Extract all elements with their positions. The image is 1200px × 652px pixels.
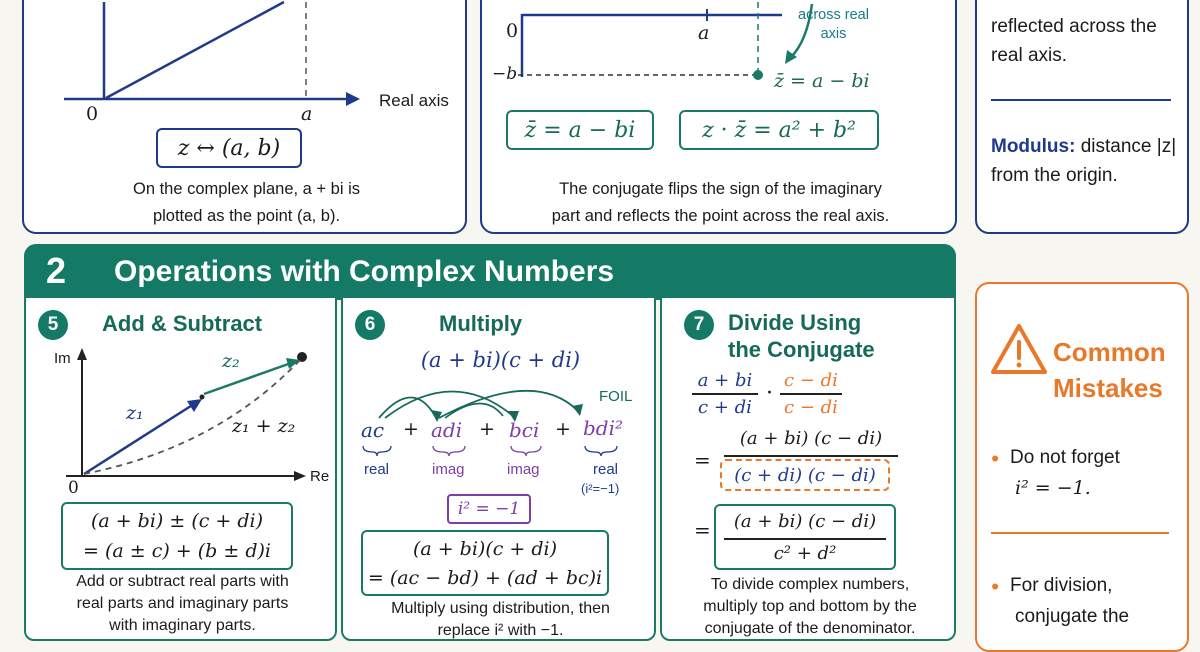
- add-title: Add & Subtract: [102, 311, 263, 336]
- mistakes-divider: [991, 532, 1169, 534]
- badge-7: 7: [684, 310, 714, 340]
- fraction-a-plus-bi: a + bi c + di: [692, 370, 758, 418]
- divide-caption: To divide complex numbers, multiply top and bottom by the conjugate of the denominator.: [703, 576, 917, 637]
- divide-card: [660, 296, 956, 641]
- conj-formula-box: [506, 110, 654, 150]
- mistake-item-1: ● Do not forget i² = −1.: [991, 447, 1120, 500]
- multiply-card: [341, 296, 656, 641]
- z1-label: z₁: [126, 402, 144, 424]
- foil-label: FOIL: [599, 388, 633, 405]
- z2-label: z₂: [222, 350, 240, 372]
- term-bci: bci: [509, 418, 540, 442]
- i2-note: (i²=−1): [581, 481, 620, 496]
- conjugate-diagram: [482, 0, 959, 102]
- term-ac: ac: [361, 418, 385, 442]
- neg-b-tick: −b: [492, 64, 518, 84]
- tag-real-2: real: [593, 461, 619, 478]
- section-header: [24, 244, 956, 300]
- mapping-box: [156, 128, 302, 168]
- fraction-conjugate: c − di c − di: [780, 370, 842, 418]
- equals-2: =: [694, 518, 711, 542]
- section-number: 2: [46, 250, 67, 291]
- conjugate-panel: [480, 0, 957, 234]
- step2-numerator: (a + bi) (c − di): [739, 428, 883, 449]
- mistake-item-2: ● For division, conjugate the: [991, 575, 1130, 628]
- multiply-expression: (a + bi)(c + di): [420, 348, 581, 372]
- common-mistakes-panel: [975, 282, 1189, 652]
- reflect-label: across real axis: [798, 7, 869, 42]
- section-title: Operations with Complex Numbers: [114, 255, 615, 288]
- step2-denominator-box: (c + di) (c − di): [720, 459, 890, 491]
- badge-6: 6: [355, 310, 385, 340]
- conjugate-caption: The conjugate flips the sign of the imaginary part and reflects the point across the real axis.: [551, 180, 890, 225]
- i2-box: i² = −1: [447, 494, 531, 524]
- add-subtract-card: [24, 296, 337, 641]
- step2-bar: [724, 455, 898, 457]
- re-axis-label: Re: [310, 468, 330, 485]
- sum-label: z₁ + z₂: [232, 415, 296, 437]
- plane-caption: On the complex plane, a + bi is plotted as the point (a, b).: [132, 180, 360, 225]
- conj-a-tick: a: [698, 22, 710, 44]
- foil-terms: ac + adi + bci + bdi² real imag imag real (i²=−1): [343, 418, 658, 498]
- conjugate-summary-panel: [975, 0, 1189, 234]
- multiply-caption: Multiply using distribution, then replace i² with −1.: [391, 600, 610, 639]
- mistakes-title: Common Mistakes: [1053, 337, 1166, 403]
- conj-origin: 0: [506, 20, 519, 42]
- complex-plane-panel: [22, 0, 467, 234]
- mapping-formula: z ↔ (a, b): [177, 136, 281, 161]
- add-caption: Add or subtract real parts with real parts and imaginary parts with imaginary parts.: [76, 573, 289, 634]
- badge-5: 5: [38, 310, 68, 340]
- add-formula-box: (a + bi) ± (c + di) = (a ± c) + (b ± d)i: [61, 502, 293, 570]
- multiply-title: Multiply: [439, 311, 523, 336]
- term-bdi2: bdi²: [583, 416, 624, 440]
- product-formula: z · z̄ = a² + b²: [702, 118, 856, 143]
- conj-point-label: z̄ = a − bi: [774, 70, 870, 92]
- modulus-text: Modulus: distance |z| from the origin.: [991, 136, 1177, 186]
- reflected-text: reflected across the real axis.: [991, 16, 1157, 66]
- tag-imag-2: imag: [507, 461, 540, 478]
- tag-real-1: real: [364, 461, 390, 478]
- add-origin: 0: [68, 478, 79, 498]
- vector-addition-diagram: [26, 298, 339, 498]
- step3-box: (a + bi) (c − di) c² + d²: [714, 504, 896, 570]
- a-tick-label: a: [301, 103, 313, 125]
- divide-title: Divide Using the Conjugate: [728, 310, 875, 362]
- conj-formula: z̄ = a − bi: [524, 118, 636, 143]
- equals-1: =: [694, 448, 711, 472]
- im-axis-label: Im: [54, 350, 71, 367]
- warning-icon: [989, 322, 1049, 378]
- origin-label: 0: [86, 103, 99, 125]
- multiply-result-box: (a + bi)(c + di) = (ac − bd) + (ad + bc)i: [361, 530, 609, 596]
- term-braces: [343, 442, 658, 462]
- product-formula-box: [679, 110, 879, 150]
- real-axis-label: Real axis: [379, 91, 449, 110]
- summary-divider: [991, 99, 1171, 101]
- term-adi: adi: [431, 418, 463, 442]
- tag-imag-1: imag: [432, 461, 465, 478]
- dot-operator: ·: [766, 381, 773, 406]
